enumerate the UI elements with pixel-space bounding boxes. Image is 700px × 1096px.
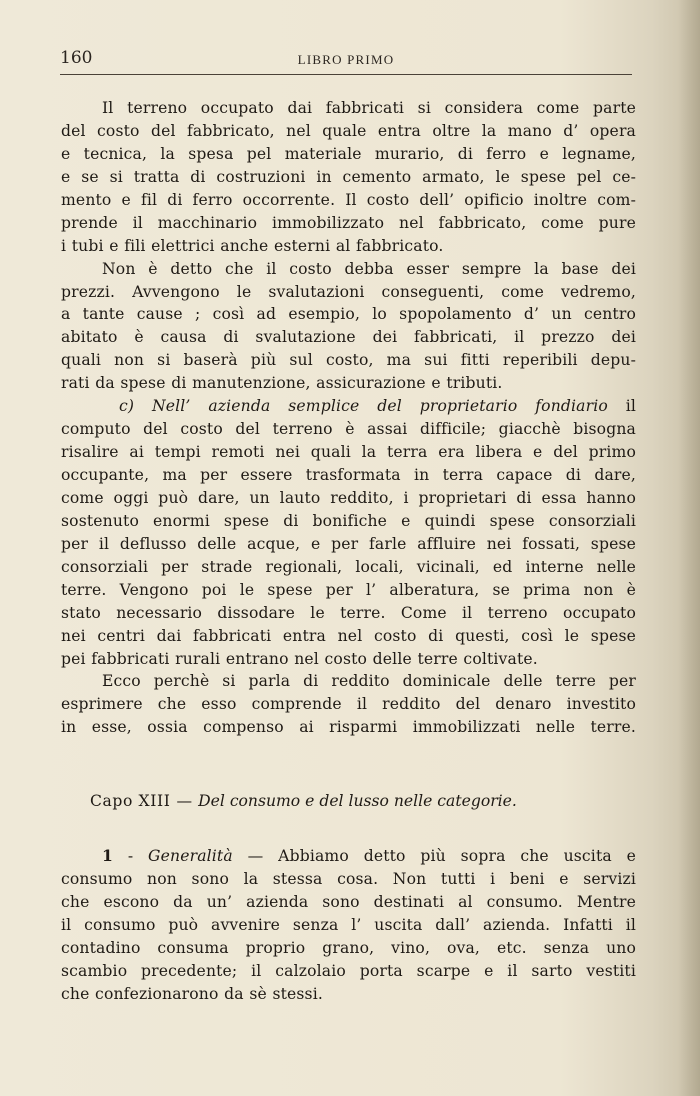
text-line: quali non si baserà più sul costo, ma sui fitti reperibili depu- [61, 351, 636, 370]
text-line: in esse, ossia compenso ai risparmi immobilizzati nelle terre. [61, 718, 636, 737]
text-line [61, 395, 636, 418]
section-separator: - [113, 847, 149, 865]
text-line: prende il macchinario immobilizzato nel fabbricato, come pure [61, 213, 636, 232]
text-line: rati da spese di manutenzione, assicurazione e tributi. [61, 374, 503, 393]
text-line: consumo non sono la stessa cosa. Non tutti i beni e servizi [61, 869, 636, 888]
text-line: stato necessario dissodare le terre. Come il terreno occupato [61, 603, 636, 622]
paragraph-4 [61, 670, 636, 739]
text-line: esprimere che esso comprende il reddito del denaro investito [61, 695, 636, 714]
running-head: LIBRO PRIMO [297, 52, 395, 67]
chapter-heading [61, 786, 636, 816]
text-line: prezzi. Avvengono le svalutazioni conseguenti, come vedremo, [61, 282, 636, 301]
text-line: sostenuto enormi spese di bonifiche e quindi spese consorziali [61, 511, 636, 530]
text-fragment: il [625, 397, 637, 416]
text-line: come oggi può dare, un lauto reddito, i proprietari di essa hanno [61, 488, 636, 507]
text-line: il consumo può avvenire senza l’ uscita dall’ azienda. Infatti il [61, 915, 636, 934]
text-line: del costo del fabbricato, nel quale entra oltre la mano d’ opera [61, 121, 636, 140]
section-number: 1 [102, 846, 114, 865]
text-line: computo del costo del terreno è assai difficile; giacchè bisogna [61, 420, 636, 439]
text-line: occupante, ma per essere trasformata in terra capace di dare, [61, 466, 636, 484]
text-line: Ecco perchè si parla di reddito dominicale delle terre per [102, 672, 636, 691]
text-line [61, 845, 636, 868]
text-line: consorziali per strade regionali, locali, vicinali, ed interne nelle [61, 557, 636, 576]
paragraph-3 [61, 395, 636, 670]
text-line: e se si tratta di costruzioni in cemento armato, le spese pel ce- [61, 167, 636, 186]
paragraph-2 [61, 258, 636, 396]
text-line: contadino consuma proprio grano, vino, ova, etc. senza uno [61, 938, 636, 957]
text-line: Il terreno occupato dai fabbricati si considera come parte [102, 99, 636, 117]
page-edge-shadow [678, 0, 700, 1096]
text-line: che confezionarono da sè stessi. [61, 984, 323, 1003]
page-number: 160 [60, 48, 93, 68]
subsection-heading: c) Nell’ azienda semplice del proprietario fondiario [119, 397, 608, 416]
text-line: risalire ai tempi remoti nei quali la terra era libera e del primo [61, 443, 636, 462]
text-line: pei fabbricati rurali entrano nel costo delle terre coltivate. [61, 649, 538, 668]
chapter-title: Del consumo e del lusso nelle categorie. [198, 792, 517, 810]
section-title: Generalità [148, 847, 233, 865]
body-text-upper [61, 97, 636, 739]
text-line: terre. Vengono poi le spese per l’ alberatura, se prima non è [61, 580, 636, 599]
text-line: Non è detto che il costo debba esser sempre la base dei [102, 259, 636, 278]
text-line: nei centri dai fabbricati entra nel costo di questi, così le spese [61, 626, 636, 645]
text-line: i tubi e fili elettrici anche esterni al fabbricato. [61, 236, 444, 255]
chapter-dash: — [176, 792, 193, 810]
text-line: che escono da un’ azienda sono destinati al consumo. Mentre [61, 892, 636, 911]
text-line: abitato è causa di svalutazione dei fabbricati, il prezzo dei [61, 328, 636, 347]
text-fragment: — Abbiamo detto più sopra che uscita e [247, 847, 636, 865]
text-line: a tante cause ; così ad esempio, lo spopolamento d’ un centro [61, 305, 636, 324]
text-line: per il deflusso delle acque, e per farle affluire nei fossati, spese [61, 534, 636, 553]
paragraph-1 [61, 97, 636, 258]
header-rule [60, 74, 632, 75]
text-line: e tecnica, la spesa pel materiale murario, di ferro e legname, [61, 144, 636, 163]
text-line: mento e fil di ferro occorrente. Il costo dell’ opificio inoltre com- [61, 190, 636, 209]
page-header [60, 46, 632, 76]
section-1 [61, 845, 636, 1006]
body-text-lower [61, 786, 636, 1006]
chapter-number: Capo XIII [90, 792, 171, 810]
text-line: scambio precedente; il calzolaio porta scarpe e il sarto vestiti [61, 961, 636, 980]
